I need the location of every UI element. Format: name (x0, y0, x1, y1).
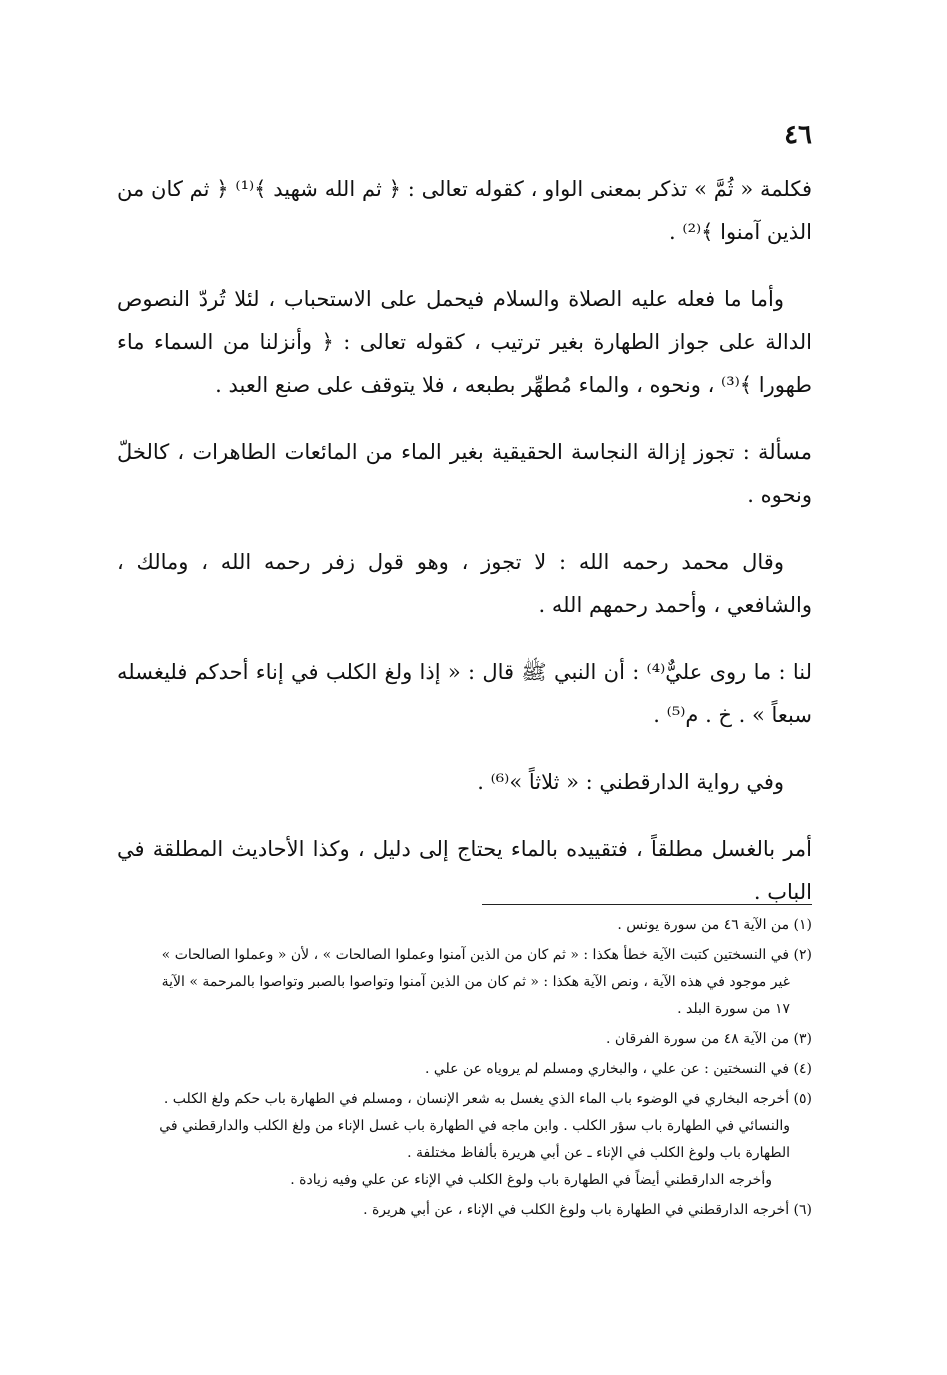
paragraph-4: وقال محمد رحمه الله : لا تجوز ، وهو قول زفر رحمه الله ، ومالك ، والشافعي ، وأحمد رحمهم الله . (117, 550, 812, 617)
footnote-2-line-2: غير موجود في هذه الآية ، ونص الآية هكذا : « ثم كان من الذين آمنوا وتواصوا بالصبر وتواصوا بالمرحمة » الآية (161, 974, 790, 990)
page-number: ٤٦ (784, 120, 812, 150)
paragraph-3-masala: مسألة : تجوز إزالة النجاسة الحقيقية بغير الماء من المائعات الطاهرات ، كالخلّ ونحوه . (117, 440, 812, 507)
paragraph-2: وأما ما فعله عليه الصلاة والسلام فيحمل على الاستحباب ، لئلا تُردّ النصوص الدالة على جواز الطهارة بغير ترتيب ، كقوله تعالى : ﴿ وأنزلنا من السماء ماء طهورا ﴾⁽³⁾ ، ونحوه ، والماء مُطهِّر بطبعه ، فلا يتوقف على صنع العبد . (117, 287, 812, 397)
footnote-3: (٣) من الآية ٤٨ من سورة الفرقان . (606, 1031, 812, 1047)
paragraph-7: أمر بالغسل مطلقاً ، فتقييده بالماء يحتاج إلى دليل ، وكذا الأحاديث المطلقة في الباب . (117, 837, 812, 904)
footnote-5-line-2: والنسائي في الطهارة باب سؤر الكلب . وابن ماجه في الطهارة باب غسل الإناء من ولغ الكلب والدارقطني في (159, 1118, 790, 1134)
paragraph-5-lana: لنا : ما روى عليٌّ⁽⁴⁾ : أن النبي ﷺ قال : « إذا ولغ الكلب في إناء أحدكم فليغسله سبعاً » . خ . م⁽⁵⁾ . (117, 660, 812, 727)
footnote-1: (١) من الآية ٤٦ من سورة يونس . (617, 917, 812, 933)
footnote-6: (٦) أخرجه الدارقطني في الطهارة باب ولوغ الكلب في الإناء ، عن أبي هريرة . (363, 1202, 812, 1218)
paragraph-1: فكلمة « ثُمَّ » تذكر بمعنى الواو ، كقوله تعالى : ﴿ ثم الله شهيد ﴾⁽¹⁾ ﴿ ثم كان من الذين آمنوا ﴾⁽²⁾ . (117, 177, 812, 244)
footnote-4: (٤) في النسختين : عن علي ، والبخاري ومسلم لم يروياه عن علي . (424, 1061, 812, 1077)
footnote-5-line-4: وأخرجه الدارقطني أيضاً في الطهارة باب ولوغ الكلب في الإناء عن علي وفيه زيادة . (290, 1172, 772, 1188)
footnotes (127, 912, 812, 1227)
footnote-5 (127, 1086, 812, 1194)
footnote-2-line-3: ١٧ من سورة البلد . (677, 1001, 790, 1017)
main-text (117, 168, 812, 938)
footnote-5-line-1: (٥) أخرجه البخاري في الوضوء باب الماء الذي يغسل به شعر الإنسان ، ومسلم في الطهارة باب حكم ولغ الكلب . (163, 1091, 812, 1107)
footnote-2-line-1: (٢) في النسختين كتبت الآية خطأ هكذا : « ثم كان من الذين آمنوا وعملوا الصالحات » ، لأن « وعملوا الصالحات » (161, 947, 812, 963)
footnote-divider (482, 904, 812, 905)
footnote-2 (127, 942, 812, 1023)
paragraph-6: وفي رواية الدارقطني : « ثلاثاً »⁽⁶⁾ . (477, 770, 784, 794)
footnote-5-line-3: الطهارة باب ولوغ الكلب في الإناء ـ عن أبي هريرة بألفاظ مختلفة . (407, 1145, 790, 1161)
